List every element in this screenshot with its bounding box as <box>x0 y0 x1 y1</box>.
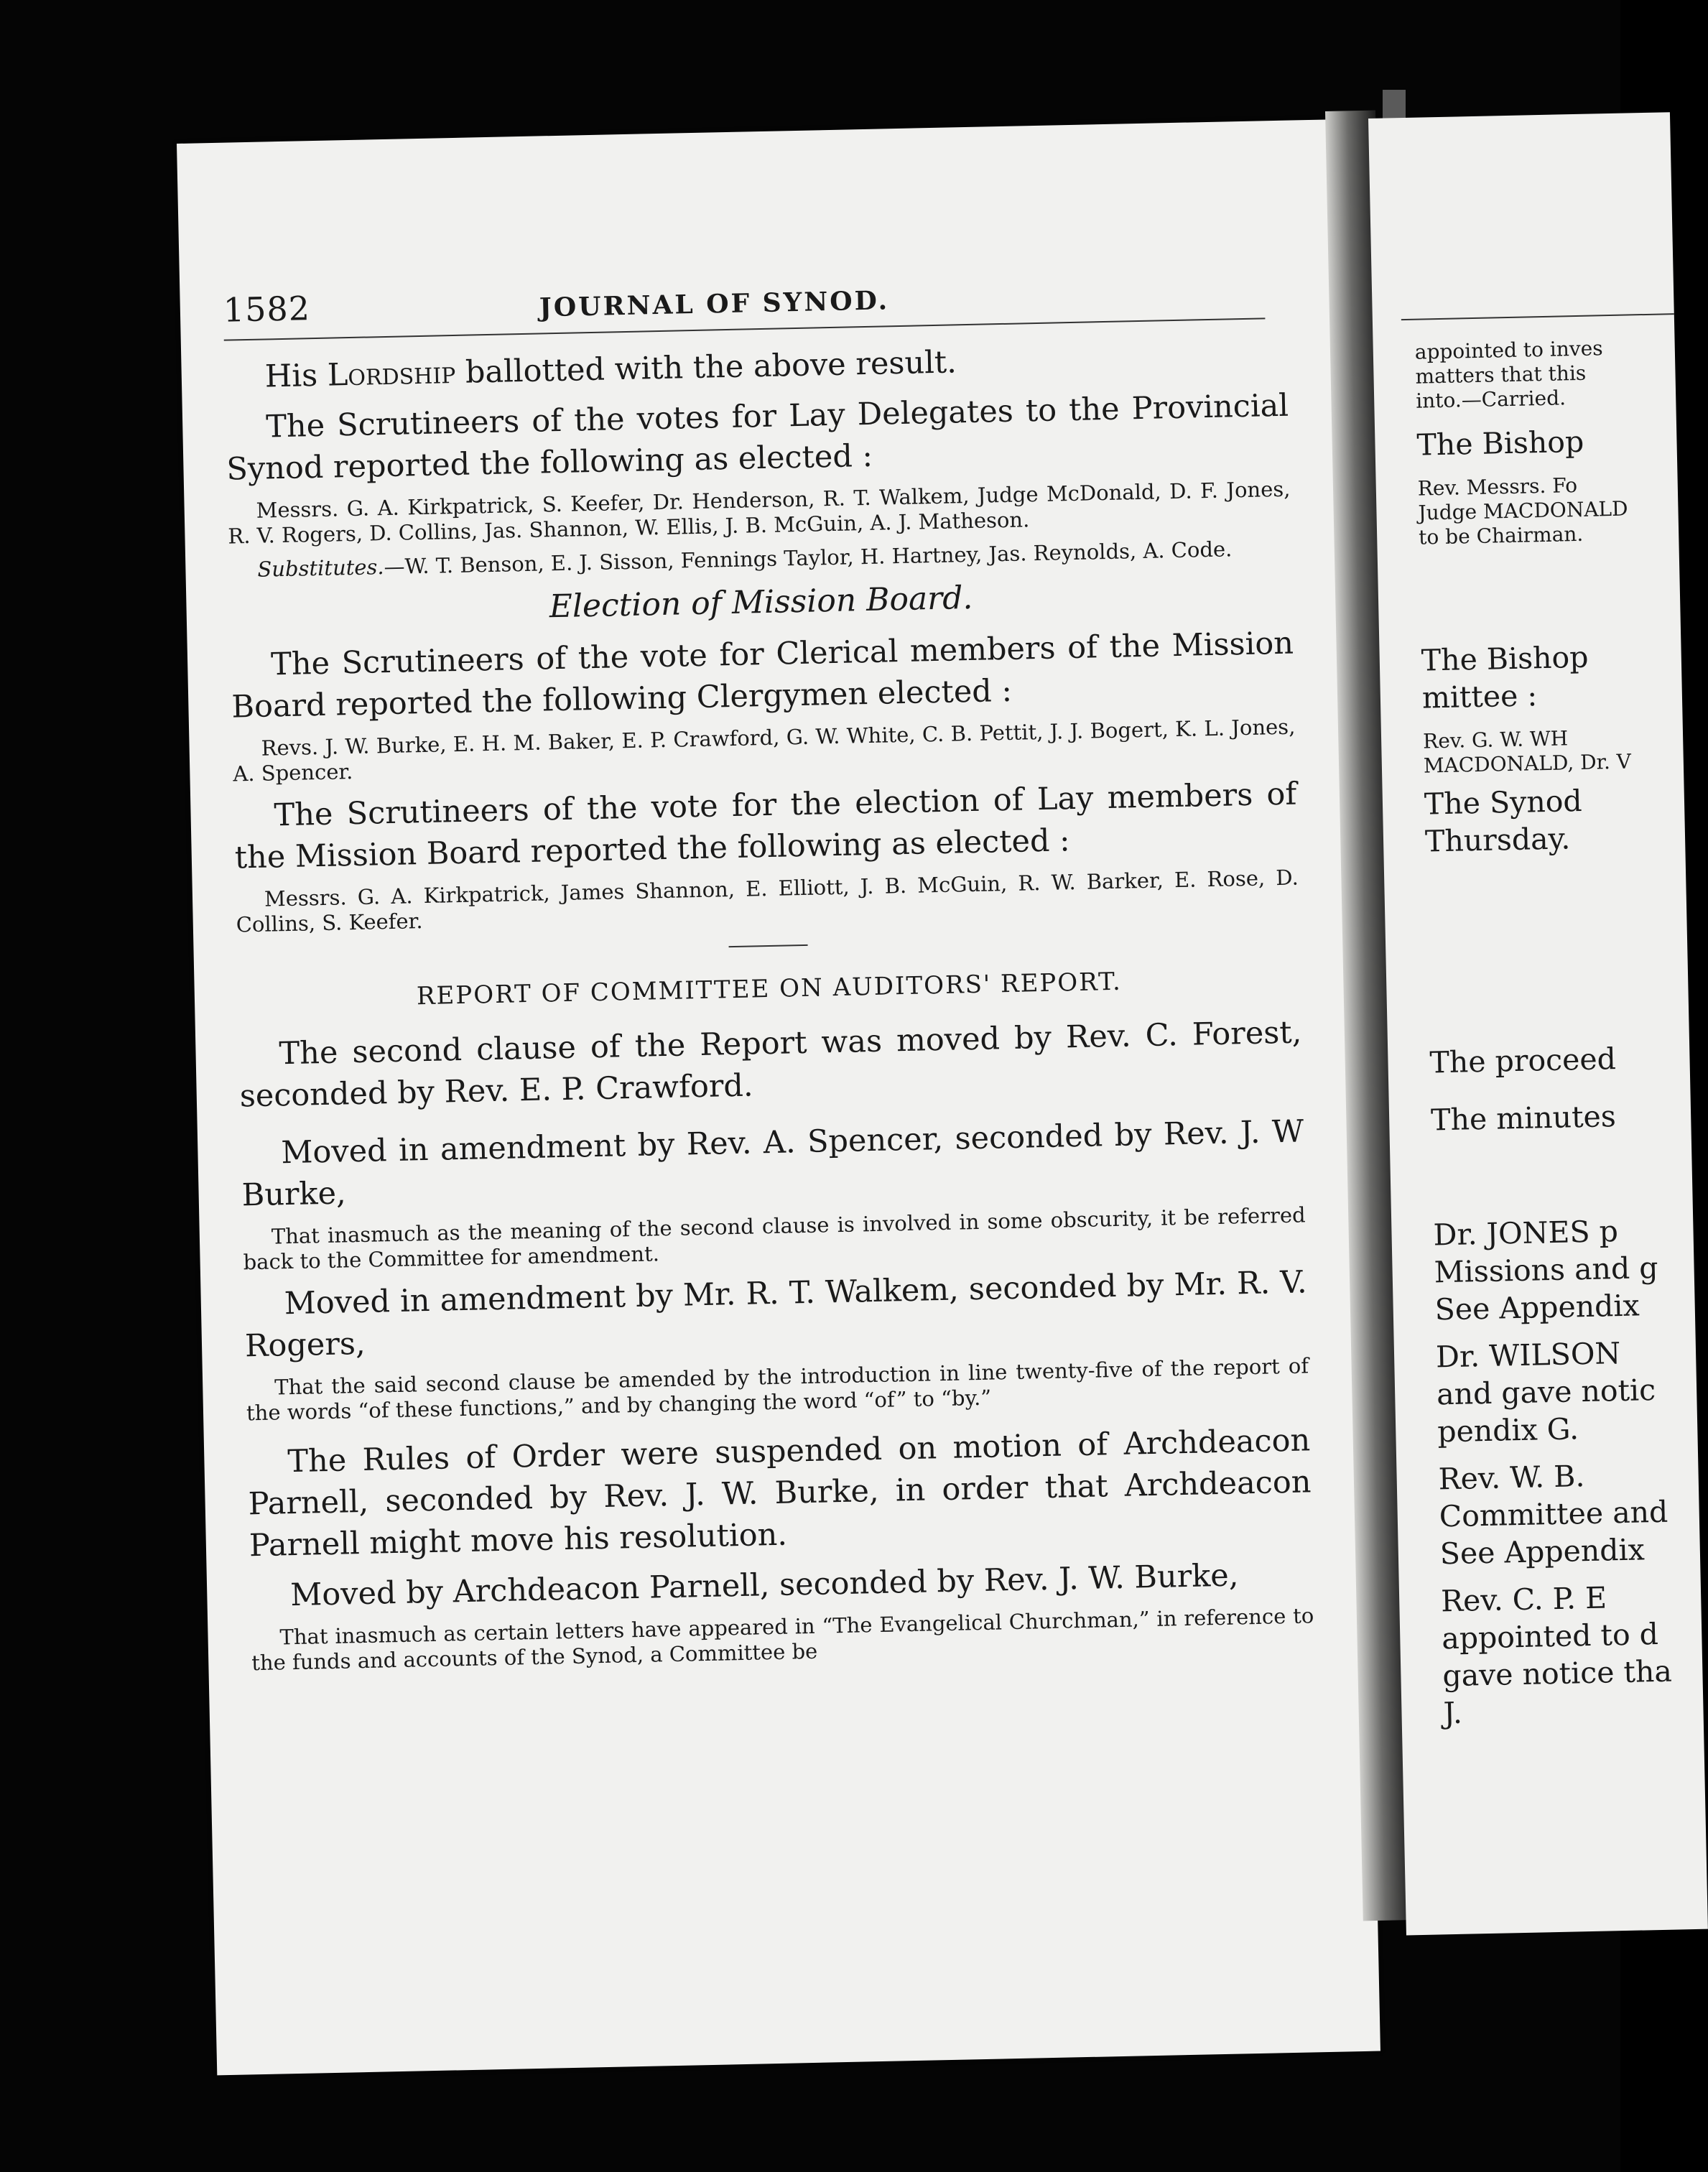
right-page-line: appointed to d <box>1441 1617 1659 1656</box>
amendment-spencer-text: That inasmuch as the meaning of the second clause is involved in some obscurity, it be referred back to the Committee for amendment. <box>243 1202 1306 1275</box>
mission-board-heading: Election of Mission Board. <box>549 579 973 626</box>
right-page-line: Dr. WILSON <box>1435 1336 1621 1375</box>
substitutes-list: Substitutes.—W. T. Benson, E. J. Sisson, Fennings Taylor, H. Hartney, Jas. Reynolds, A. Code. <box>257 537 1233 582</box>
right-page-line: The Bishop <box>1416 424 1584 463</box>
left-page <box>177 119 1380 2075</box>
page-number: 1582 <box>223 289 311 330</box>
right-page-lines <box>1368 112 1673 1731</box>
right-page-line: The Synod <box>1424 783 1583 822</box>
right-page-line: The minutes <box>1430 1099 1617 1138</box>
right-page-line: MACDONALD, Dr. V <box>1423 749 1632 778</box>
right-page-line: pendix G. <box>1437 1411 1579 1449</box>
right-page-line: appointed to inves <box>1414 336 1603 364</box>
left-page-text-block <box>223 257 1314 1676</box>
right-page-line: Rev. C. P. E <box>1440 1580 1607 1619</box>
right-page-line: and gave notic <box>1436 1373 1656 1412</box>
para-rules-suspended: The Rules of Order were suspended on motion of Archdeacon Parnell, seconded by Rev. J. W. Burke, in order that Archdeacon Parnell might move his resolution. <box>248 1422 1312 1564</box>
para-lordship: His Lordship ballotted with the above result. <box>264 344 957 395</box>
right-page-line: J. <box>1443 1695 1463 1731</box>
section-divider <box>729 945 808 947</box>
lay-delegates-list: Messrs. G. A. Kirkpatrick, S. Keefer, Dr. Henderson, R. T. Walkem, Judge McDonald, D. F. Jones, R. V. Rogers, D. Collins, Jas. Shannon, W. Ellis, J. B. McGuin, A. J. Matheson. <box>228 476 1291 549</box>
binding-clip <box>1383 90 1406 119</box>
right-page-line: Rev. G. W. WH <box>1422 726 1569 753</box>
right-page-line: into.—Carried. <box>1415 386 1567 413</box>
right-page-line: Dr. JONES p <box>1433 1214 1619 1253</box>
para-clerical-intro: The Scrutineers of the vote for Clerical members of the Mission Board reported the following Clergymen elected : <box>231 625 1294 725</box>
page-header <box>223 257 1286 330</box>
right-page-line: Rev. W. B. <box>1438 1459 1585 1497</box>
auditors-report-heading: REPORT OF COMMITTEE ON AUDITORS' REPORT. <box>416 967 1123 1011</box>
right-page-fragment <box>1368 112 1708 1935</box>
right-page-line: gave notice tha <box>1442 1653 1673 1694</box>
para-moved-parnell: Moved by Archdeacon Parnell, seconded by Rev. J. W. Burke, <box>289 1557 1239 1614</box>
clerical-members-list: Revs. J. W. Burke, E. H. M. Baker, E. P. Crawford, G. W. White, C. B. Pettit, J. J. Bogert, K. L. Jones, A. Spencer. <box>233 714 1296 786</box>
right-page-line: Judge MACDONALD <box>1418 496 1628 525</box>
right-header-rule <box>1401 313 1674 320</box>
right-page-line: The proceed <box>1429 1041 1617 1080</box>
right-page-line: Committee and <box>1439 1494 1668 1534</box>
parnell-resolution-text: That inasmuch as certain letters have appeared in “The Evangelical Churchman,” in reference to the funds and accounts of the Synod, a Committee be <box>251 1603 1314 1676</box>
right-page-line: Missions and g <box>1434 1250 1658 1290</box>
para-amendment-walkem: Moved in amendment by Mr. R. T. Walkem, seconded by Mr. R. V. Rogers, <box>244 1264 1308 1365</box>
right-page-line: Thursday. <box>1424 821 1571 859</box>
para-second-clause: The second clause of the Report was moved by Rev. C. Forest, seconded by Rev. E. P. Crawford. <box>239 1014 1302 1115</box>
right-page-line: to be Chairman. <box>1418 521 1584 549</box>
para-lay-delegates-intro: The Scrutineers of the votes for Lay Delegates to the Provincial Synod reported the following as elected : <box>226 387 1289 488</box>
running-head: JOURNAL OF SYNOD. <box>539 285 890 323</box>
lay-members-list: Messrs. G. A. Kirkpatrick, James Shannon, E. Elliott, J. B. McGuin, R. W. Barker, E. Rose, D. Collins, S. Keefer. <box>236 865 1299 937</box>
para-amendment-spencer: Moved in amendment by Rev. A. Spencer, seconded by Rev. J. W Burke, <box>241 1113 1304 1214</box>
right-page-line: See Appendix <box>1439 1532 1646 1572</box>
right-page-line: Rev. Messrs. Fo <box>1417 473 1578 501</box>
amendment-walkem-text: That the said second clause be amended by the introduction in line twenty-five of the report of the words “of these functions,” and by changing the word “of” to “by.” <box>246 1353 1309 1426</box>
right-page-line: matters that this <box>1415 361 1587 389</box>
right-page-line: See Appendix <box>1434 1288 1640 1327</box>
right-page-line: mittee : <box>1421 678 1538 715</box>
para-lay-members-intro: The Scrutineers of the vote for the election of Lay members of the Mission Board reported the following as elected : <box>234 776 1297 876</box>
right-page-line: The Bishop <box>1421 639 1589 678</box>
